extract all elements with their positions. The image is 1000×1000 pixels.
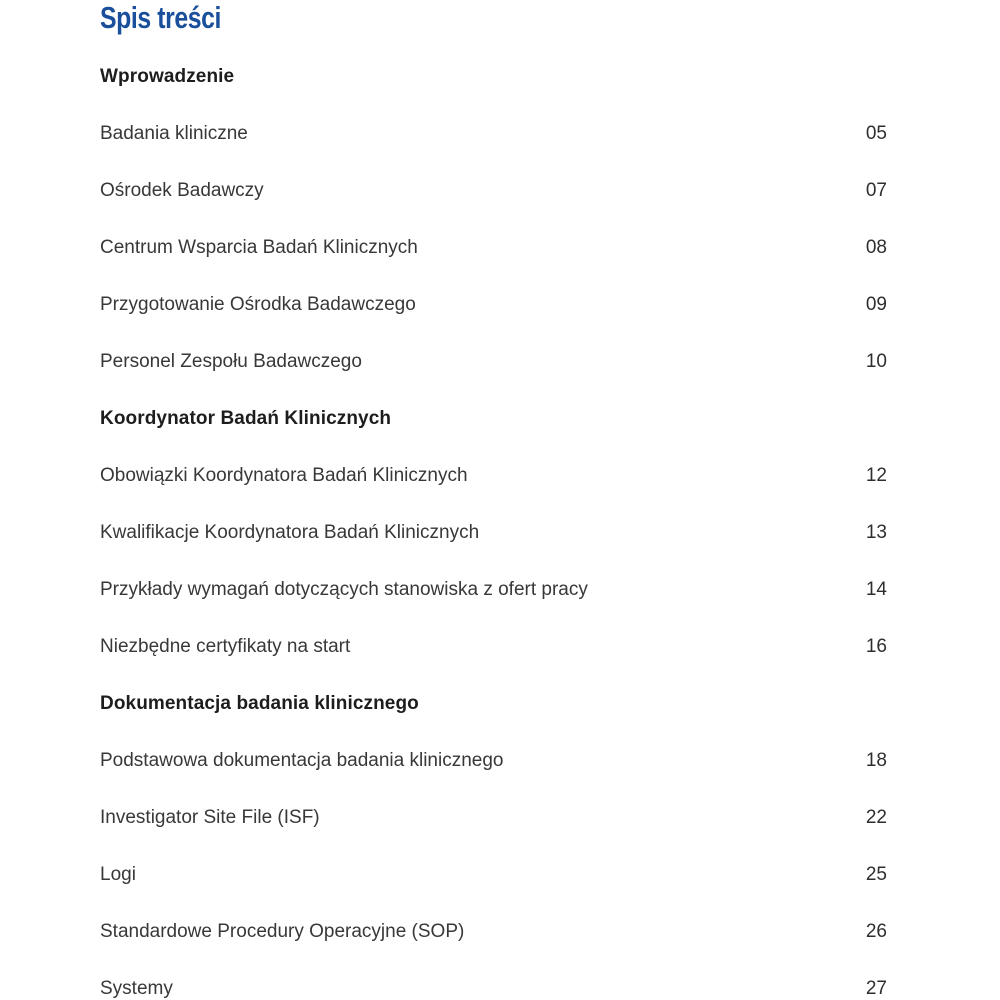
toc-entry-label: Przygotowanie Ośrodka Badawczego <box>100 293 416 315</box>
toc-entry-label: Investigator Site File (ISF) <box>100 806 320 828</box>
toc-entry-label: Podstawowa dokumentacja badania klinicznego <box>100 749 504 771</box>
toc-entry-page: 07 <box>865 179 887 201</box>
toc-entry-page: 08 <box>865 236 887 258</box>
toc-section-heading-row <box>100 390 887 447</box>
toc-entry <box>100 219 887 276</box>
toc-section-heading-row <box>100 675 887 732</box>
toc-entry-page: 09 <box>865 293 887 315</box>
toc-entry-page: 10 <box>865 350 887 372</box>
toc-entry <box>100 447 887 504</box>
toc-section-heading: Wprowadzenie <box>100 65 235 87</box>
toc-entry-label: Obowiązki Koordynatora Badań Klinicznych <box>100 464 468 486</box>
toc-entry-page: 16 <box>865 635 887 657</box>
toc-entry-label: Przykłady wymagań dotyczących stanowiska z ofert pracy <box>100 578 588 600</box>
toc-entry-label: Standardowe Procedury Operacyjne (SOP) <box>100 920 465 942</box>
toc-entry-label: Badania kliniczne <box>100 122 248 144</box>
toc-entry-label: Ośrodek Badawczy <box>100 179 264 201</box>
toc-entry-label: Systemy <box>100 977 173 999</box>
toc-entry-label: Centrum Wsparcia Badań Klinicznych <box>100 236 418 258</box>
toc-entry <box>100 162 887 219</box>
toc-entry <box>100 333 887 390</box>
toc-entry <box>100 903 887 960</box>
toc-entry-page: 12 <box>865 464 887 486</box>
toc-entry-page: 25 <box>865 863 887 885</box>
toc-entry <box>100 276 887 333</box>
toc-entry-page: 05 <box>865 122 887 144</box>
toc-entry-page: 27 <box>865 977 887 999</box>
toc-entry <box>100 618 887 675</box>
toc-entry-page: 14 <box>865 578 887 600</box>
toc-entry-page: 22 <box>865 806 887 828</box>
toc-entry <box>100 846 887 903</box>
toc-entry <box>100 789 887 846</box>
page-title-text: Spis treści <box>100 0 222 35</box>
toc-entry-label: Kwalifikacje Koordynatora Badań Klinicznych <box>100 521 480 543</box>
toc-entry <box>100 504 887 561</box>
toc-section-heading-row <box>100 48 887 105</box>
toc-entry <box>100 105 887 162</box>
toc-entry-label: Personel Zespołu Badawczego <box>100 350 362 372</box>
toc-section-heading: Koordynator Badań Klinicznych <box>100 407 392 429</box>
toc-entry-page: 13 <box>865 521 887 543</box>
page-title <box>100 0 887 48</box>
toc-entry <box>100 960 887 1000</box>
toc-entry <box>100 732 887 789</box>
toc-entry-page: 18 <box>865 749 887 771</box>
toc-entry <box>100 561 887 618</box>
toc-section-heading: Dokumentacja badania klinicznego <box>100 692 419 714</box>
toc-entry-page: 26 <box>865 920 887 942</box>
toc-entry-label: Niezbędne certyfikaty na start <box>100 635 351 657</box>
toc-entry-label: Logi <box>100 863 136 885</box>
